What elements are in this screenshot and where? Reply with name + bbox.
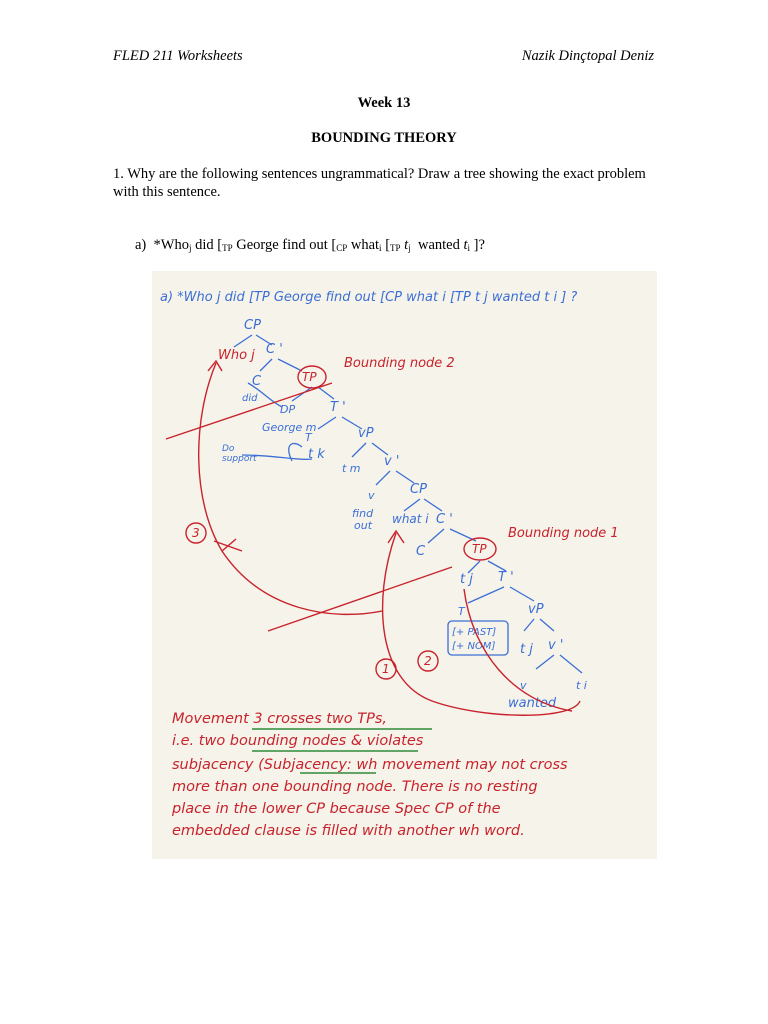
tree-branch — [376, 471, 414, 485]
note-line-5: place in the lower CP because Spec CP of the — [172, 801, 501, 817]
crossing-line — [268, 567, 452, 631]
note-line-4: more than one bounding node. There is no resting — [172, 779, 538, 795]
hw-tk: t k — [308, 447, 325, 462]
tree-branch — [404, 499, 442, 511]
hw-tbar2: T ' — [498, 570, 514, 585]
page-title: BOUNDING THEORY — [311, 130, 457, 146]
hw-t2: T — [458, 605, 465, 618]
hw-did: did — [242, 393, 258, 404]
header-course: FLED 211 Worksheets — [113, 48, 243, 64]
tree-branch — [536, 655, 582, 673]
hw-tj2: t j — [520, 642, 533, 657]
marker-1: 1 — [382, 662, 390, 676]
hw-tj: t j — [460, 572, 473, 587]
hw-nom: [+ NOM] — [452, 641, 496, 652]
hw-cbar2: C ' — [436, 512, 453, 527]
cross-mark — [214, 541, 242, 551]
hw-tm: t m — [342, 462, 361, 475]
hw-v2: v — [520, 679, 527, 692]
hw-dp: DP — [280, 403, 296, 416]
tree-branch — [468, 587, 534, 603]
hw-out: out — [354, 519, 373, 532]
hw-vp1: vP — [358, 426, 374, 441]
hw-v1: v — [368, 489, 375, 502]
tree-branch — [260, 359, 302, 371]
hw-what: what i — [392, 512, 429, 526]
hw-wanted: wanted — [508, 696, 557, 711]
marker-2: 2 — [424, 654, 432, 668]
hw-george: George m — [262, 421, 317, 434]
hw-tp2: TP — [472, 542, 487, 556]
handwritten-tree-image — [152, 271, 657, 859]
note-line-6: embedded clause is filled with another wh word. — [172, 823, 525, 839]
hw-who: Who j — [218, 348, 255, 363]
hw-bn2: Bounding node 2 — [344, 356, 455, 371]
hw-vbar2: v ' — [548, 638, 564, 653]
hw-do-support-1: Do — [222, 444, 235, 454]
movement-3-arrow — [199, 363, 382, 614]
hw-cp1: CP — [244, 318, 261, 333]
arrowhead — [388, 531, 404, 543]
tree-branch — [524, 619, 554, 631]
hw-tp1: TP — [302, 370, 317, 384]
example-sentence-a: a) *Who$_j$ did [$_{TP}$ George find out [$_{CP}$ what$_i$ [$_{TP}$ $t_j$ wanted $t_i$ ]? — [135, 237, 485, 253]
hw-c1: C — [252, 374, 262, 389]
hw-past: [+ PAST] — [452, 627, 497, 638]
note-line-3: subjacency (Subjacency: wh movement may not cross — [172, 757, 568, 773]
marker-3: 3 — [192, 526, 200, 540]
hw-ti: t i — [576, 679, 587, 692]
hw-c2: C — [416, 544, 426, 559]
hw-tbar1: T ' — [330, 400, 346, 415]
tree-branch — [352, 443, 388, 457]
item-label: a) — [135, 237, 147, 253]
header-author: Nazik Dinçtopal Deniz — [521, 48, 654, 64]
hw-cbar1: C ' — [266, 342, 283, 357]
hw-t1: T — [305, 431, 312, 444]
note-line-2: i.e. two bounding nodes & violates — [172, 733, 424, 749]
hw-vbar1: v ' — [384, 454, 400, 469]
note-line-1: Movement 3 crosses two TPs, — [172, 711, 388, 727]
hw-find: find — [352, 507, 374, 520]
hw-do-support-2: support — [222, 454, 257, 464]
tree-branch — [318, 417, 362, 429]
tree-diagram — [152, 271, 657, 859]
question-text: 1. Why are the following sentences ungrammatical? Draw a tree showing the exact problem with this sentence. — [113, 166, 646, 200]
hw-vp2: vP — [528, 602, 544, 617]
week-heading: Week 13 — [357, 95, 411, 111]
hw-sentence: a) *Who j did [TP George find out [CP what i [TP t j wanted t i ] ? — [160, 290, 578, 305]
hw-bn1: Bounding node 1 — [508, 526, 619, 541]
hw-cp2: CP — [410, 482, 427, 497]
